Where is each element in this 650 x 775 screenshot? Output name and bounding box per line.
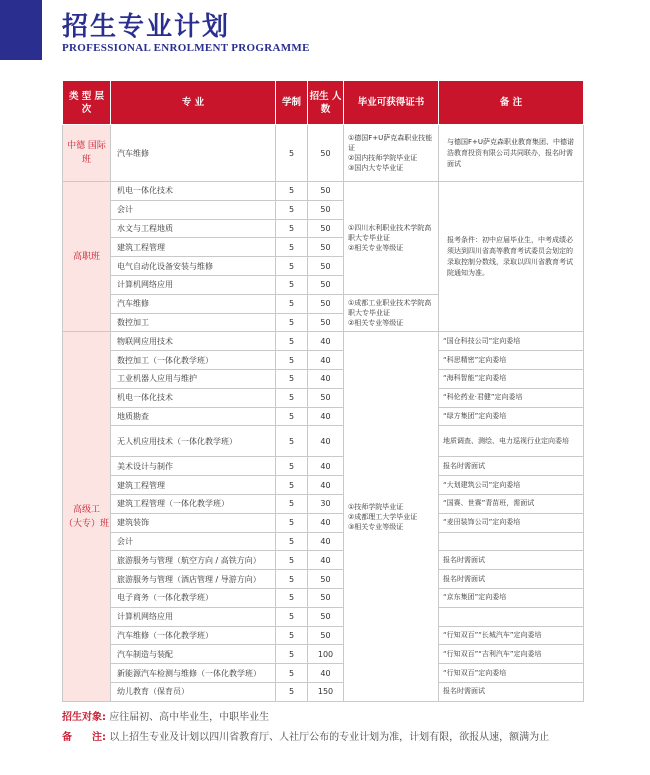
table-row [63, 664, 584, 683]
major-cell: 汽车维修（一体化教学班） [111, 626, 276, 645]
major-cell: 旅游服务与管理（航空方向 / 高铁方向） [111, 551, 276, 570]
count-cell: 40 [308, 426, 344, 457]
count-cell: 50 [308, 607, 344, 626]
table-row [63, 645, 584, 664]
major-cell: 数控加工（一体化教学班） [111, 351, 276, 370]
count-cell: 40 [308, 407, 344, 426]
major-cell: 电气自动化设备安装与维修 [111, 257, 276, 276]
major-cell: 机电一体化技术 [111, 388, 276, 407]
major-cell: 建筑装饰 [111, 513, 276, 532]
note-cell: 报名时需面试 [439, 551, 584, 570]
type-cell: 高职班 [63, 182, 111, 332]
years-cell: 5 [276, 645, 308, 664]
table-row [63, 332, 584, 351]
note-cell: “麦田装饰公司”定向委培 [439, 513, 584, 532]
major-cell: 工业机器人应用与维护 [111, 369, 276, 388]
cert-line: ②国内技师学院毕业证 [348, 154, 418, 162]
table-row [63, 532, 584, 551]
major-cell: 计算机网络应用 [111, 275, 276, 294]
note-cell [439, 532, 584, 551]
enrolment-target-text: 应往届初、高中毕业生，中职毕业生 [109, 712, 270, 723]
count-cell: 50 [308, 238, 344, 257]
note-cell: “行知双百”“长城汽车”定向委培 [439, 626, 584, 645]
major-cell: 数控加工 [111, 313, 276, 332]
count-cell: 40 [308, 532, 344, 551]
count-cell: 40 [308, 369, 344, 388]
count-cell: 50 [308, 275, 344, 294]
note-cell: “绿方集团”定向委培 [439, 407, 584, 426]
years-cell: 5 [276, 388, 308, 407]
count-cell: 40 [308, 513, 344, 532]
years-cell: 5 [276, 682, 308, 701]
cert-line: ①德国F+U萨克森职业技能证 [348, 134, 433, 152]
footer-note-text: 以上招生专业及计划以四川省教育厅、人社厅公布的专业计划为准，计划有限，欲报从速，额满为止 [109, 732, 550, 743]
table-row [63, 125, 584, 182]
note-cell: “国仓科技公司”定向委培 [439, 332, 584, 351]
cert-cell [344, 294, 439, 332]
years-cell: 5 [276, 607, 308, 626]
cert-line: ①四川水利职业技术学院高职大专毕业证 [348, 223, 432, 242]
table-row [63, 182, 584, 201]
note-cell: “国赛、世赛”青苗班，需面试 [439, 494, 584, 513]
col-header-note: 备 注 [439, 81, 584, 125]
note-cell: “京东集团”定向委培 [439, 588, 584, 607]
years-cell: 5 [276, 494, 308, 513]
table-row [63, 551, 584, 570]
count-cell: 40 [308, 476, 344, 495]
note-cell: 地质调查、测绘、电力巡视行业定向委培 [439, 426, 584, 457]
count-cell: 50 [308, 313, 344, 332]
count-cell: 40 [308, 664, 344, 683]
years-cell: 5 [276, 532, 308, 551]
years-cell: 5 [276, 257, 308, 276]
years-cell: 5 [276, 513, 308, 532]
table-row [63, 626, 584, 645]
table-row [63, 494, 584, 513]
years-cell: 5 [276, 664, 308, 683]
count-cell: 40 [308, 457, 344, 476]
years-cell: 5 [276, 200, 308, 219]
major-cell: 计算机网络应用 [111, 607, 276, 626]
count-cell: 50 [308, 294, 344, 313]
years-cell: 5 [276, 476, 308, 495]
count-cell: 50 [308, 219, 344, 238]
table-row [63, 407, 584, 426]
note-cell: 与德国F+U萨克森职业教育集团、中德诺浩教育投资有限公司共同联办，报名时需面试 [439, 125, 584, 182]
major-cell: 会计 [111, 532, 276, 551]
note-cell: 报名时需面试 [439, 682, 584, 701]
table-row [63, 513, 584, 532]
major-cell: 幼儿教育（保育员） [111, 682, 276, 701]
years-cell: 5 [276, 369, 308, 388]
note-cell: “科伦药业·君健”定向委培 [439, 388, 584, 407]
table-row [63, 369, 584, 388]
cert-cell [344, 332, 439, 701]
cert-line: ①技师学院毕业证 [348, 502, 404, 511]
years-cell: 5 [276, 238, 308, 257]
cert-line: ②成都理工大学毕业证 [348, 512, 418, 521]
col-header-years: 学制 [276, 81, 308, 125]
count-cell: 40 [308, 551, 344, 570]
years-cell: 5 [276, 426, 308, 457]
major-cell: 美术设计与制作 [111, 457, 276, 476]
type-cell: 高级工 （大专）班 [63, 332, 111, 701]
major-cell: 机电一体化技术 [111, 182, 276, 201]
count-cell: 40 [308, 332, 344, 351]
major-cell: 建筑工程管理（一体化教学班） [111, 494, 276, 513]
years-cell: 5 [276, 570, 308, 589]
enrolment-table [62, 80, 584, 702]
table-row [63, 682, 584, 701]
years-cell: 5 [276, 275, 308, 294]
col-header-cert: 毕业可获得证书 [344, 81, 439, 125]
enrolment-target [62, 708, 269, 723]
table-row [63, 607, 584, 626]
cert-line: ②相关专业等级证 [348, 319, 404, 328]
page-title: 招生专业计划 [62, 12, 231, 42]
footer-note-label: 备 注: [62, 732, 106, 743]
major-cell: 会计 [111, 200, 276, 219]
years-cell: 5 [276, 125, 308, 182]
count-cell: 40 [308, 351, 344, 370]
type-cell: 中德 国际班 [63, 125, 111, 182]
count-cell: 50 [308, 388, 344, 407]
cert-line: ③相关专业等级证 [348, 522, 404, 531]
major-cell: 建筑工程管理 [111, 238, 276, 257]
note-cell: “行知双百”“吉利汽车”定向委培 [439, 645, 584, 664]
table-row [63, 351, 584, 370]
years-cell: 5 [276, 294, 308, 313]
note-cell: “科思精密”定向委培 [439, 351, 584, 370]
count-cell: 50 [308, 588, 344, 607]
major-cell: 旅游服务与管理（酒店管理 / 导游方向） [111, 570, 276, 589]
count-cell: 50 [308, 257, 344, 276]
major-cell: 汽车维修 [111, 294, 276, 313]
count-cell: 50 [308, 125, 344, 182]
footer-note [62, 728, 549, 743]
count-cell: 50 [308, 200, 344, 219]
years-cell: 5 [276, 551, 308, 570]
major-cell: 物联网应用技术 [111, 332, 276, 351]
years-cell: 5 [276, 407, 308, 426]
cert-line: ③国内大专毕业证 [348, 164, 404, 172]
count-cell: 30 [308, 494, 344, 513]
table-row [63, 388, 584, 407]
major-cell: 电子商务（一体化教学班） [111, 588, 276, 607]
enrolment-target-label: 招生对象: [62, 712, 106, 723]
table-row [63, 570, 584, 589]
years-cell: 5 [276, 219, 308, 238]
cert-line: ①成都工业职业技术学院高职大专毕业证 [348, 299, 432, 318]
years-cell: 5 [276, 313, 308, 332]
col-header-major: 专 业 [111, 81, 276, 125]
major-cell: 建筑工程管理 [111, 476, 276, 495]
years-cell: 5 [276, 182, 308, 201]
years-cell: 5 [276, 351, 308, 370]
col-header-type: 类 型 层 次 [63, 81, 111, 125]
note-cell: “大划建筑公司”定向委培 [439, 476, 584, 495]
major-cell: 水文与工程地质 [111, 219, 276, 238]
note-cell [439, 607, 584, 626]
table-header-row [63, 81, 584, 125]
page-subtitle: PROFESSIONAL ENROLMENT PROGRAMME [62, 42, 310, 54]
years-cell: 5 [276, 332, 308, 351]
count-cell: 150 [308, 682, 344, 701]
years-cell: 5 [276, 457, 308, 476]
major-cell: 汽车维修 [111, 125, 276, 182]
table-row [63, 457, 584, 476]
cert-cell [344, 125, 439, 182]
col-header-count: 招生 人数 [308, 81, 344, 125]
note-cell: “海科智能”定向委培 [439, 369, 584, 388]
count-cell: 50 [308, 182, 344, 201]
major-cell: 地质勘查 [111, 407, 276, 426]
major-cell: 汽车制造与装配 [111, 645, 276, 664]
major-cell: 无人机应用技术（一体化教学班） [111, 426, 276, 457]
major-cell: 新能源汽车检测与维修（一体化教学班） [111, 664, 276, 683]
table-row [63, 476, 584, 495]
count-cell: 100 [308, 645, 344, 664]
count-cell: 50 [308, 570, 344, 589]
note-cell: 报名时需面试 [439, 457, 584, 476]
years-cell: 5 [276, 588, 308, 607]
table-row [63, 426, 584, 457]
note-cell: “行知双百”定向委培 [439, 664, 584, 683]
table-row [63, 588, 584, 607]
cert-line: ②相关专业等级证 [348, 243, 404, 252]
cert-cell [344, 182, 439, 295]
count-cell: 50 [308, 626, 344, 645]
note-cell: 报考条件：初中应届毕业生，中考成绩必须达到四川省高等教育考试委员会划定的录取控制分数线，录取以四川省教育考试院通知为准。 [439, 182, 584, 332]
note-cell: 报名时需面试 [439, 570, 584, 589]
years-cell: 5 [276, 626, 308, 645]
brand-bar [0, 0, 42, 60]
